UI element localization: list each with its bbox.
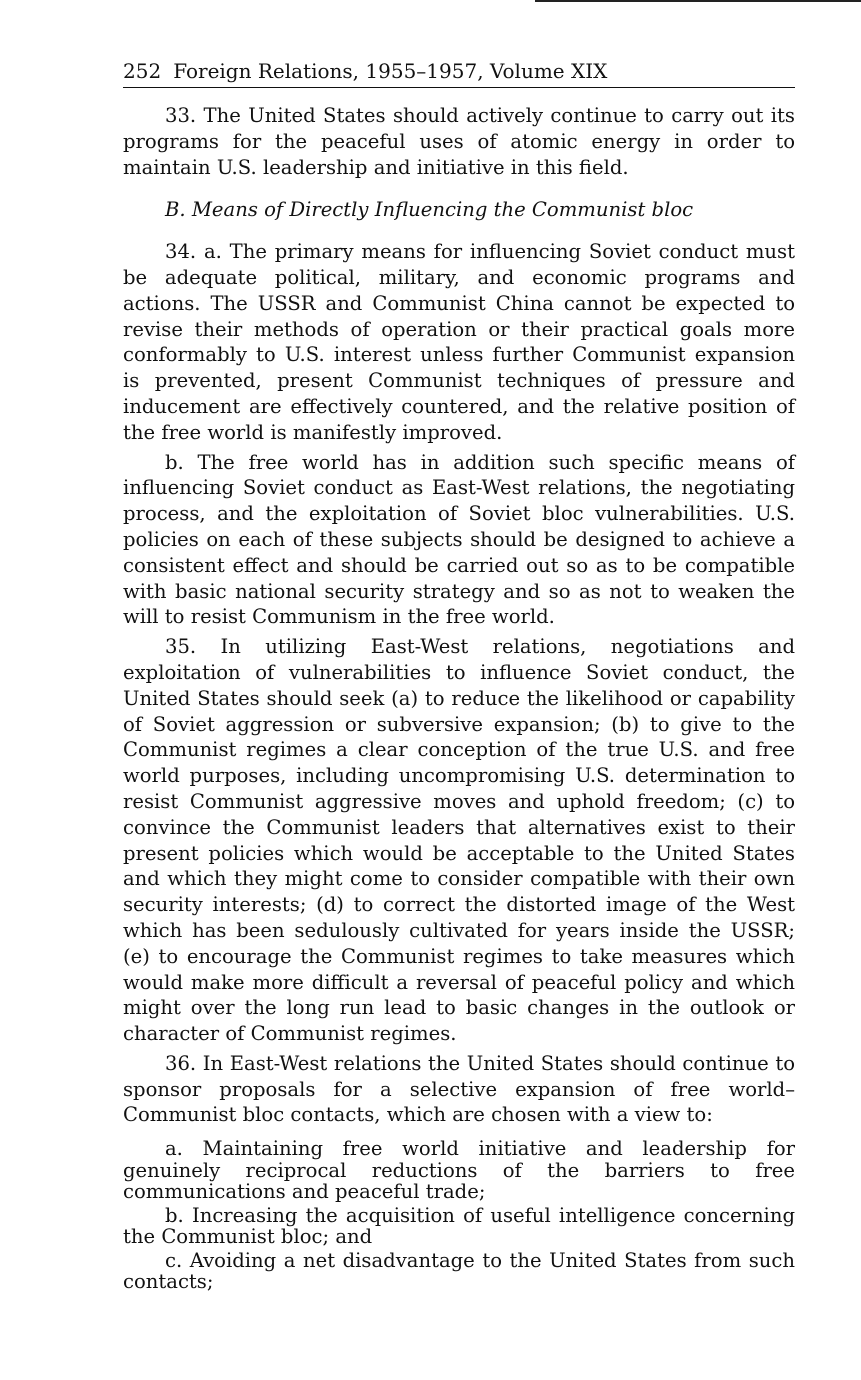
paragraph-35: 35. In utilizing East-West relations, negotiations and exploitation of vulnerabilities to influence Soviet conduct, the United States should seek (a) to reduce the likelihood or capability of Soviet aggression or subversive expansion; (b) to give to the Communist regimes a clear conception of the true U.S. and free world purposes, including uncompromising U.S. determination to resist Communist aggressive moves and uphold freedom; (c) to convince the Communist leaders that alternatives exist to their present policies which would be acceptable to the United States and which they might come to consider compatible with their own security interests; (d) to correct the distorted image of the West which has been sedulously cultivated for years inside the USSR; (e) to encourage the Communist regimes to take measures which would make more difficult a reversal of peaceful policy and which might over the long run lead to basic changes in the outlook or character of Communist regimes. — [123, 635, 795, 1046]
list-item-a: a. Maintaining free world initiative and leadership for genuinely reciprocal reductions of the barriers to free communications and peaceful trade; — [123, 1137, 795, 1204]
page-number: 252 — [123, 59, 162, 83]
paragraph-34b: b. The free world has in addition such specific means of influencing Soviet conduct as East-West relations, the negotiating process, and the exploitation of Soviet bloc vulnerabilities. U.S. policies on each of these subjects should be designed to achieve a consistent effect and should be carried out so as to be compatible with basic national security strategy and so as not to weaken the will to resist Communism in the free world. — [123, 450, 795, 629]
list-item-b: b. Increasing the acquisition of useful intelligence concerning the Communist bloc; and — [123, 1203, 795, 1249]
list-item-c: c. Avoiding a net disadvantage to the United States from such contacts; — [123, 1248, 795, 1294]
section-heading-b: B. Means of Directly Influencing the Communist bloc — [165, 198, 694, 222]
running-header — [123, 58, 795, 88]
document-page — [123, 58, 795, 1295]
paragraph-36: 36. In East-West relations the United States should continue to sponsor proposals for a selective expansion of free world–Communist bloc contacts, which are chosen with a view to: — [123, 1051, 795, 1127]
running-title: Foreign Relations, 1955–1957, Volume XIX — [173, 59, 608, 83]
contacts-list — [123, 1138, 795, 1293]
paragraph-34a: 34. a. The primary means for influencing Soviet conduct must be adequate political, military, and economic programs and actions. The USSR and Communist China cannot be expected to revise their methods of operation or their practical goals more conformably to U.S. interest unless further Communist expansion is prevented, present Communist techniques of pressure and inducement are effectively countered, and the relative position of the free world is manifestly improved. — [123, 240, 795, 444]
body-text — [123, 103, 795, 1293]
top-edge-rule — [535, 0, 861, 2]
paragraph-33: 33. The United States should actively continue to carry out its programs for the peaceful uses of atomic energy in order to maintain U.S. leadership and initiative in this field. — [123, 104, 795, 179]
